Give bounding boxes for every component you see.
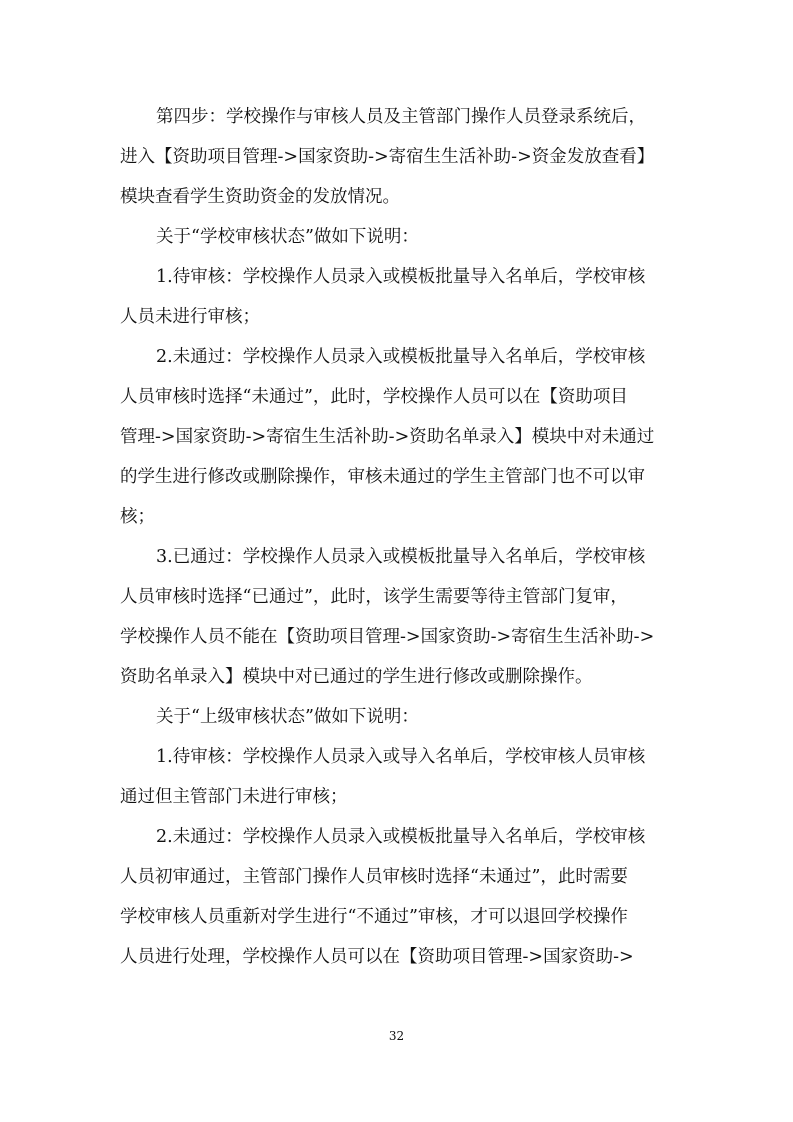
text-line: 学校审核人员重新对学生进行“不通过”审核，才可以退回学校操作 [120,907,628,927]
text-line: 2.未通过：学校操作人员录入或模板批量导入名单后，学校审核 [156,827,646,847]
text-line: 的学生进行修改或删除操作，审核未通过的学生主管部门也不可以审 [120,467,645,487]
text-line: 3.已通过：学校操作人员录入或模板批量导入名单后，学校审核 [156,547,646,567]
text-line: 学校操作人员不能在【资助项目管理->国家资助->寄宿生生活补助-> [120,627,655,647]
text-line: 2.未通过：学校操作人员录入或模板批量导入名单后，学校审核 [156,347,646,367]
text-line: 模块查看学生资助资金的发放情况。 [120,187,400,207]
text-line: 人员审核时选择“未通过”，此时，学校操作人员可以在【资助项目 [120,387,628,407]
text-line: 人员初审通过，主管部门操作人员审核时选择“未通过”，此时需要 [120,867,628,887]
text-line: 人员进行处理，学校操作人员可以在【资助项目管理->国家资助-> [120,947,634,967]
text-line: 管理->国家资助->寄宿生生活补助->资助名单录入】模块中对未通过 [120,427,655,447]
text-line: 人员未进行审核； [120,307,260,327]
text-line: 资助名单录入】模块中对已通过的学生进行修改或删除操作。 [120,667,593,687]
text-line: 核； [120,507,155,527]
page-body [120,97,675,977]
text-line: 进入【资助项目管理->国家资助->寄宿生生活补助->资金发放查看】 [120,147,655,167]
text-line: 人员审核时选择“已通过”，此时，该学生需要等待主管部门复审， [120,587,628,607]
text-line: 关于“上级审核状态”做如下说明： [156,707,419,727]
text-line: 1.待审核：学校操作人员录入或模板批量导入名单后，学校审核 [156,267,646,287]
text-line: 关于“学校审核状态”做如下说明： [156,227,419,247]
text-line: 第四步：学校操作与审核人员及主管部门操作人员登录系统后， [156,107,646,127]
text-line: 通过但主管部门未进行审核； [120,787,348,807]
page-number: 32 [388,1029,405,1043]
text-line: 1.待审核：学校操作人员录入或导入名单后，学校审核人员审核 [156,747,646,767]
